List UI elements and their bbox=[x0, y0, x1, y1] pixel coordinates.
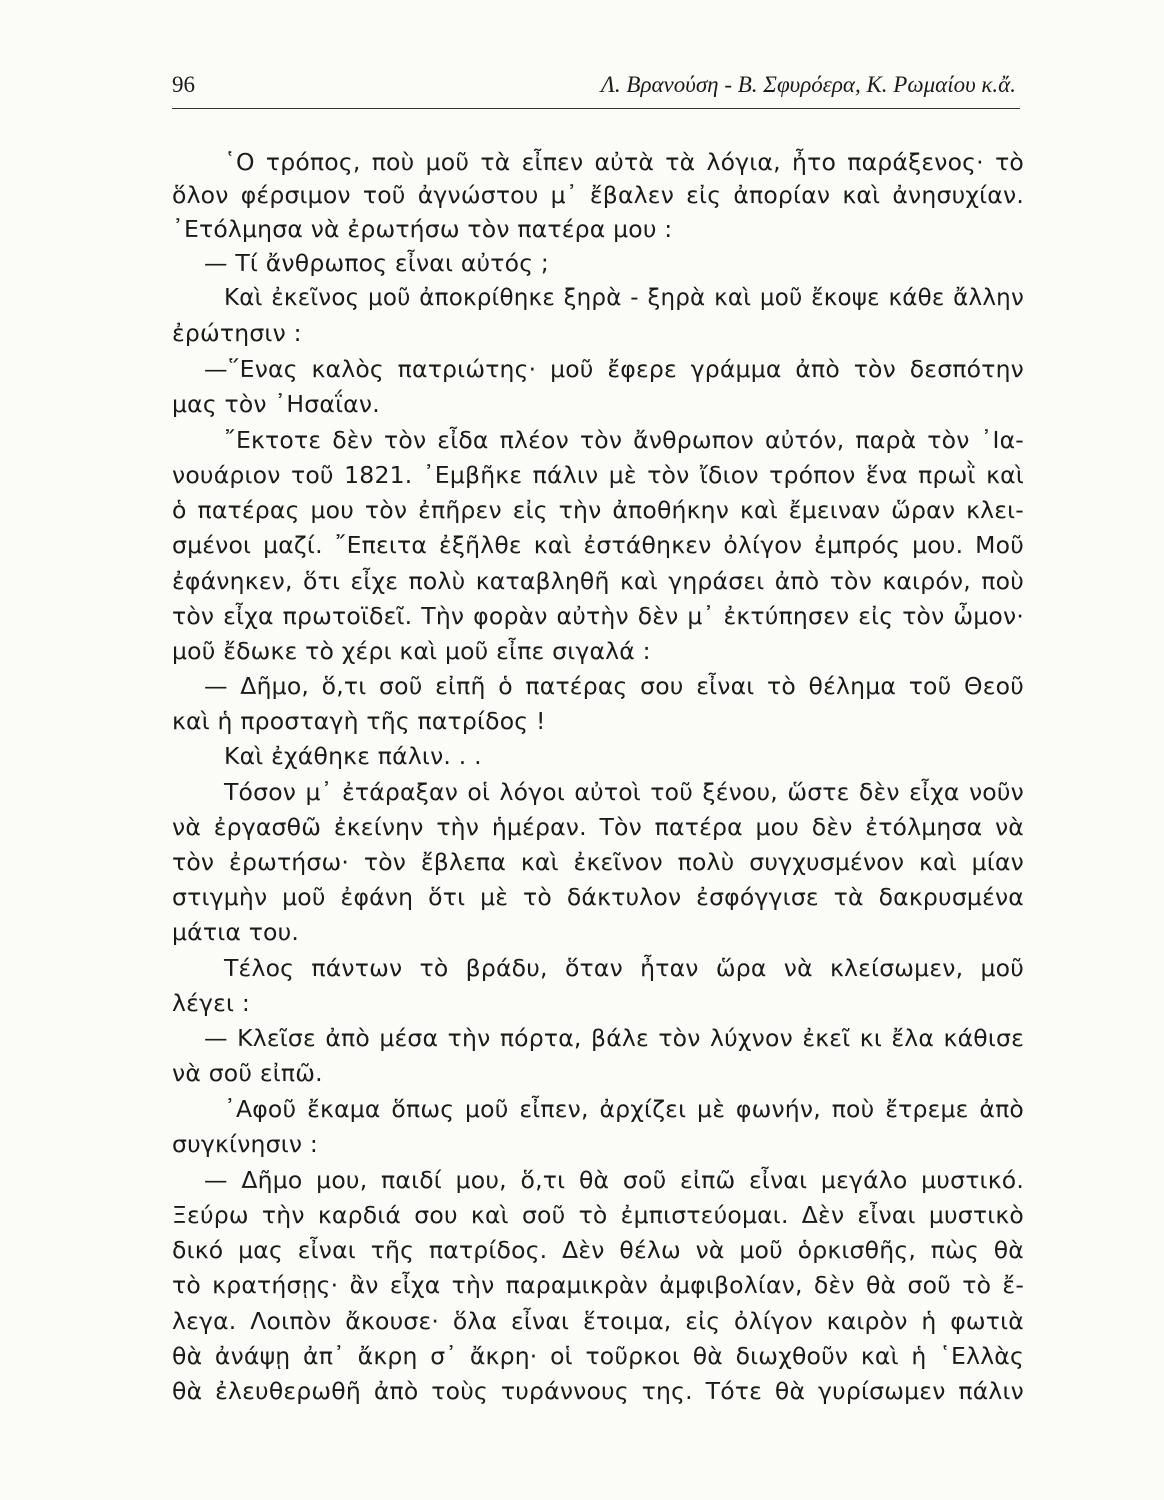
text-line: δικό μας εἶναι τῆς πατρίδος. Δὲν θέλω νὰ μοῦ ὁρκισθῆς, πὼς θὰ bbox=[172, 1236, 1024, 1264]
text-line: τὸν εἶχα πρωτοϊδεῖ. Τὴν φορὰν αὐτὴν δὲν μ᾿ ἐκτύπησεν εἰς τὸν ὦμον· bbox=[172, 602, 1024, 630]
text-line: ὅλον φέρσιμον τοῦ ἀγνώστου μ᾿ ἔβαλεν εἰς ἀπορίαν καὶ ἀνησυχίαν. bbox=[172, 181, 1024, 209]
text-line: μοῦ ἔδωκε τὸ χέρι καὶ μοῦ εἶπε σιγαλά : bbox=[172, 637, 651, 665]
text-line: Τόσον μ᾿ ἐτάραξαν οἱ λόγοι αὐτοὶ τοῦ ξένου, ὥστε δὲν εἶχα νοῦν bbox=[224, 778, 1024, 806]
text-line: — Τί ἄνθρωπος εἶναι αὐτός ; bbox=[204, 249, 550, 277]
text-line: τὸν ἐρωτήσω· τὸν ἔβλεπα καὶ ἐκεῖνον πολὺ συγχυσμένον καὶ μίαν bbox=[172, 848, 1024, 876]
text-line: μάτια του. bbox=[172, 918, 300, 946]
text-line: ῾Ο τρόπος, ποὺ μοῦ τὰ εἶπεν αὐτὰ τὰ λόγια, ἦτο παράξενος· τὸ bbox=[224, 148, 1024, 176]
text-line: λέγει : bbox=[172, 989, 250, 1017]
text-line: — Κλεῖσε ἀπὸ μέσα τὴν πόρτα, βάλε τὸν λύχνον ἐκεῖ κι ἔλα κάθισε bbox=[204, 1024, 1024, 1052]
header-rule bbox=[172, 108, 1020, 109]
text-line: Καὶ ἐκεῖνος μοῦ ἀποκρίθηκε ξηρὰ - ξηρὰ καὶ μοῦ ἔκοψε κάθε ἄλλην bbox=[224, 285, 1024, 311]
text-line: λεγα. Λοιπὸν ἄκουσε· ὅλα εἶναι ἕτοιμα, εἰς ὀλίγον καιρὸν ἡ φωτιὰ bbox=[172, 1307, 1024, 1335]
text-line: — Δῆμο, ὅ,τι σοῦ εἰπῆ ὁ πατέρας σου εἶναι τὸ θέλημα τοῦ Θεοῦ bbox=[204, 672, 1024, 700]
text-line: νὰ ἐργασθῶ ἐκείνην τὴν ἡμέραν. Τὸν πατέρα μου δὲν ἐτόλμησα νὰ bbox=[172, 813, 1024, 841]
text-line: Τέλος πάντων τὸ βράδυ, ὅταν ἦταν ὥρα νὰ κλείσωμεν, μοῦ bbox=[224, 954, 1024, 982]
running-head: Λ. Βρανούση - Β. Σφυρόερα, Κ. Ρωμαίου κ.ἄ. bbox=[601, 72, 1016, 97]
text-line: ἐφάνηκεν, ὅτι εἶχε πολὺ καταβληθῆ καὶ γηράσει ἀπὸ τὸν καιρόν, ποὺ bbox=[172, 567, 1024, 595]
text-line: Καὶ ἐχάθηκε πάλιν. . . bbox=[224, 742, 482, 770]
text-line: σμένοι μαζί. ῎Επειτα ἐξῆλθε καὶ ἐστάθηκεν ὀλίγον ἐμπρός μου. Μοῦ bbox=[172, 531, 1024, 559]
text-line: στιγμὴν μοῦ ἐφάνη ὅτι μὲ τὸ δάκτυλον ἐσφόγγισε τὰ δακρυσμένα bbox=[172, 883, 1024, 911]
text-line: νὰ σοῦ εἰπῶ. bbox=[172, 1059, 323, 1087]
text-line: ὁ πατέρας μου τὸν ἐπῆρεν εἰς τὴν ἀποθήκην καὶ ἔμειναν ὥραν κλει- bbox=[172, 496, 1024, 524]
text-line: — Δῆμο μου, παιδί μου, ὅ,τι θὰ σοῦ εἰπῶ εἶναι μεγάλο μυστικό. bbox=[204, 1166, 1024, 1194]
text-line: Ξεύρω τὴν καρδιά σου καὶ σοῦ τὸ ἐμπιστεύομαι. Δὲν εἶναι μυστικὸ bbox=[172, 1201, 1024, 1229]
page-number: 96 bbox=[172, 72, 195, 97]
text-line: θὰ ἐλευθερωθῆ ἀπὸ τοὺς τυράννους της. Τότε θὰ γυρίσωμεν πάλιν bbox=[172, 1377, 1024, 1405]
text-line: ἐρώτησιν : bbox=[172, 319, 302, 347]
text-line: ῎Εκτοτε δὲν τὸν εἶδα πλέον τὸν ἄνθρωπον αὐτόν, παρὰ τὸν ᾿Ια- bbox=[224, 426, 1024, 454]
text-line: καὶ ἡ προσταγὴ τῆς πατρίδος ! bbox=[172, 707, 546, 735]
text-line: τὸ κρατήσῃς· ἂν εἶχα τὴν παραμικρὰν ἀμφιβολίαν, δὲν θὰ σοῦ τὸ ἔ- bbox=[172, 1271, 1024, 1299]
page-header bbox=[172, 66, 1020, 106]
text-line: μας τὸν ᾿Ησαΐαν. bbox=[172, 390, 380, 418]
text-line: ᾿Ετόλμησα νὰ ἐρωτήσω τὸν πατέρα μου : bbox=[172, 215, 673, 243]
text-line: συγκίνησιν : bbox=[172, 1130, 318, 1158]
text-line: νουάριον τοῦ 1821. ᾿Εμβῆκε πάλιν μὲ τὸν ἴδιον τρόπον ἕνα πρωῒ καὶ bbox=[172, 461, 1024, 489]
text-line: ᾿Αφοῦ ἔκαμα ὅπως μοῦ εἶπεν, ἀρχίζει μὲ φωνήν, ποὺ ἔτρεμε ἀπὸ bbox=[224, 1095, 1024, 1123]
text-line: θὰ ἀνάψῃ ἀπ᾿ ἄκρη σ᾿ ἄκρη· οἱ τοῦρκοι θὰ διωχθοῦν καὶ ἡ ῾Ελλὰς bbox=[172, 1342, 1024, 1370]
text-line: —῞Ενας καλὸς πατριώτης· μοῦ ἔφερε γράμμα ἀπὸ τὸν δεσπότην bbox=[204, 355, 1024, 383]
